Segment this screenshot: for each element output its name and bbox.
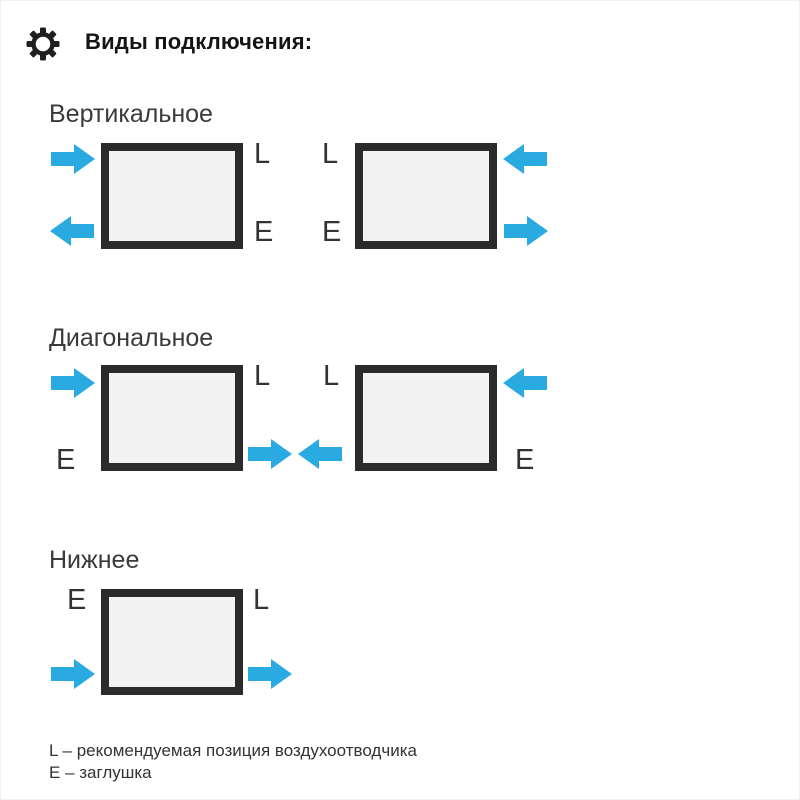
- legend-air-vent: L – рекомендуемая позиция воздухоотводчика: [49, 741, 417, 760]
- radiator-bottom: [101, 589, 243, 695]
- radiator-diagonal-right: [355, 365, 497, 471]
- radiator-diagonal-left: [101, 365, 243, 471]
- outlet-arrow-icon: [248, 659, 292, 689]
- port-label: E: [322, 216, 342, 248]
- port-label: E: [56, 444, 76, 476]
- inlet-arrow-icon: [51, 368, 95, 398]
- inlet-arrow-icon: [51, 659, 95, 689]
- outlet-arrow-icon: [504, 216, 548, 246]
- port-label: E: [67, 584, 87, 616]
- port-label: L: [254, 360, 271, 392]
- inlet-arrow-icon: [503, 368, 547, 398]
- port-label: E: [515, 444, 535, 476]
- radiator-vertical-left: [101, 143, 243, 249]
- inlet-arrow-icon: [51, 144, 95, 174]
- port-label: E: [254, 216, 274, 248]
- section-label-vertical: Вертикальное: [49, 100, 213, 128]
- port-label: L: [322, 138, 339, 170]
- outlet-arrow-icon: [298, 439, 342, 469]
- inlet-arrow-icon: [503, 144, 547, 174]
- section-label-diagonal: Диагональное: [49, 324, 214, 352]
- legend-plug: E – заглушка: [49, 763, 152, 782]
- radiator-vertical-right: [355, 143, 497, 249]
- page-title: Виды подключения:: [85, 29, 313, 54]
- port-label: L: [254, 138, 271, 170]
- port-label: L: [323, 360, 340, 392]
- outlet-arrow-icon: [50, 216, 94, 246]
- outlet-arrow-icon: [248, 439, 292, 469]
- gear-icon: [26, 27, 60, 61]
- section-label-bottom: Нижнее: [49, 546, 140, 574]
- port-label: L: [253, 584, 270, 616]
